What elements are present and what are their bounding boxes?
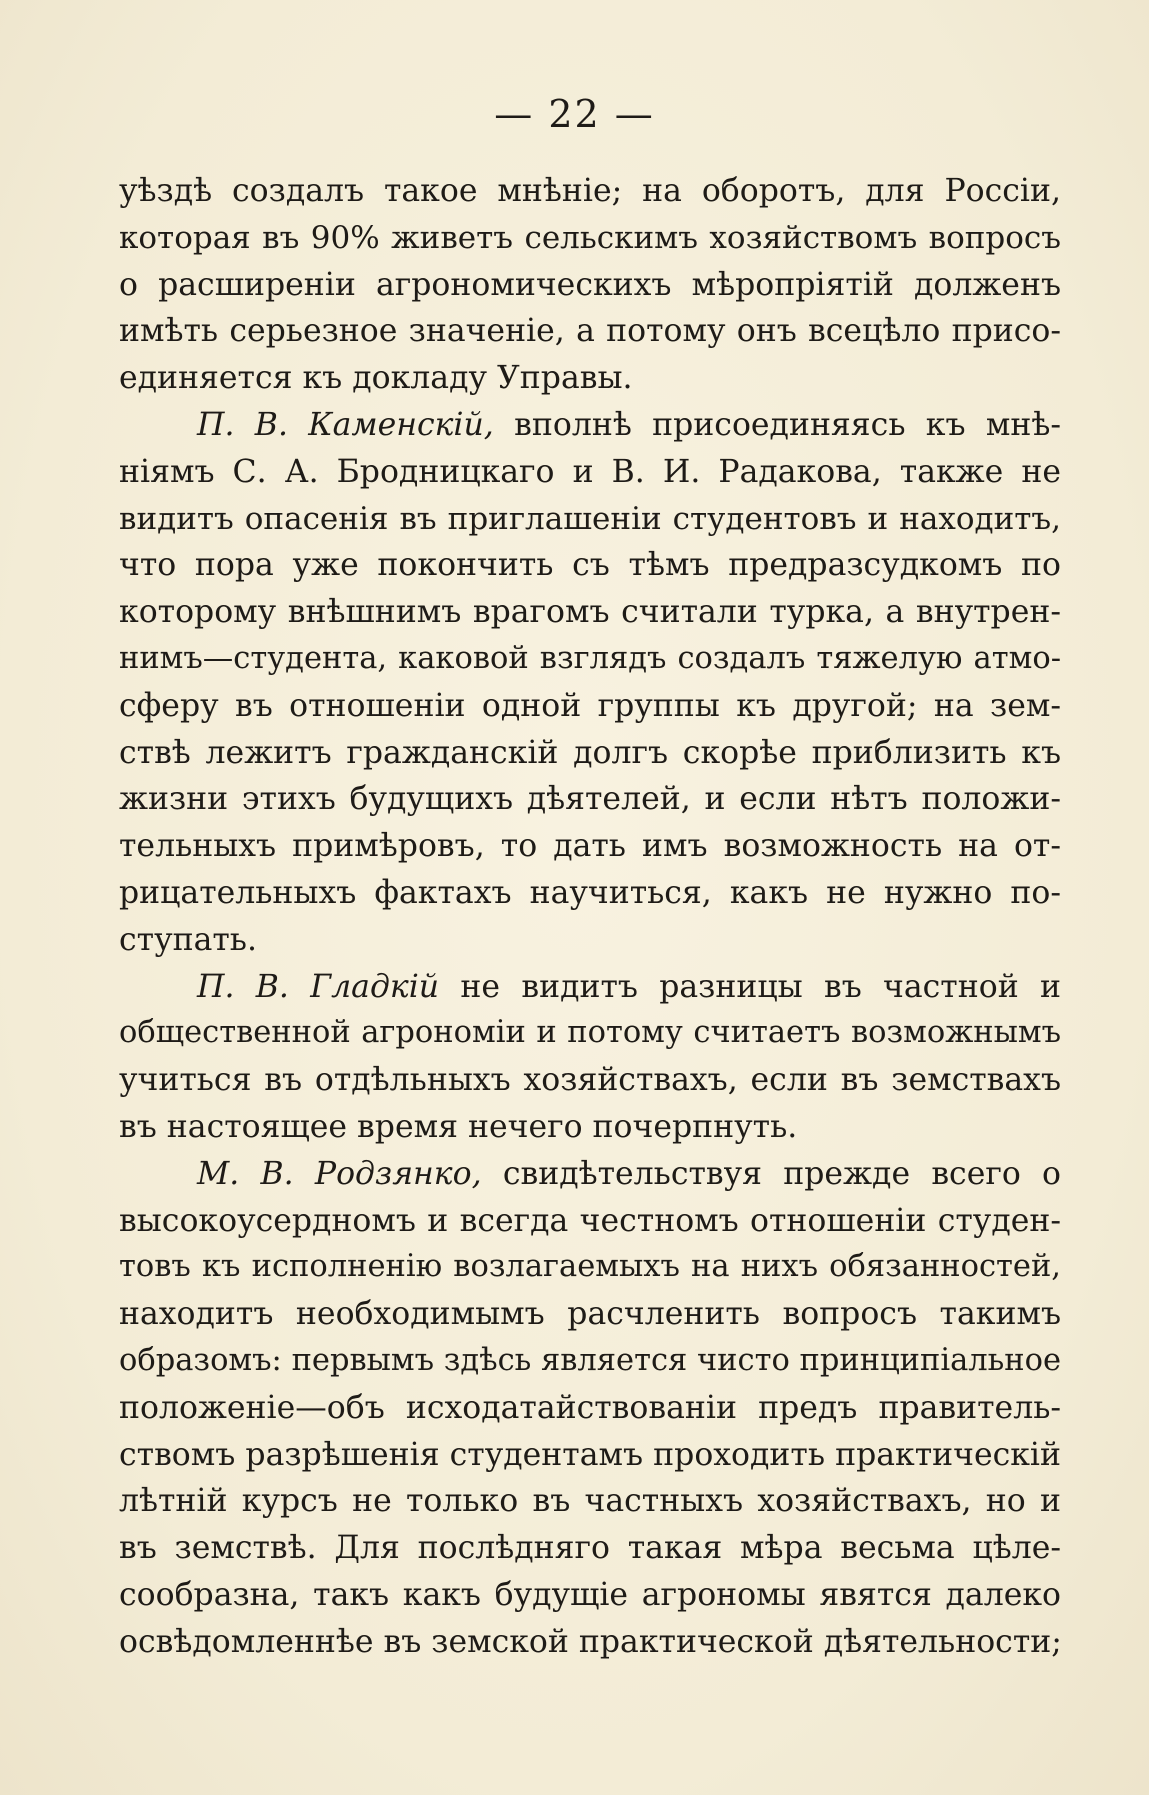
text-line: лѣтній курсъ не только въ частныхъ хозяйствахъ, но и [119,1483,1061,1520]
text-line: положеніе—объ исходатайствованіи предъ правитель- [119,1389,1061,1426]
text-line: тельныхъ примѣровъ, то дать имъ возможность на от- [119,828,1061,865]
text-line: о расширеніи агрономическихъ мѣропріятій долженъ [119,266,1061,303]
text-line: товъ къ исполненію возлагаемыхъ на нихъ обязанностей, [119,1249,1061,1285]
paragraph-3 [119,964,1061,1151]
paragraph-2 [119,402,1061,964]
speaker-name: М. В. Родзянко, [197,1155,482,1192]
text-line: освѣдомленнѣе въ земской практической дѣятельности; [119,1623,1062,1660]
text-line: ступать. [119,921,257,958]
text-line: въ настоящее время нечего почерпнуть. [119,1108,798,1145]
text-line: которому внѣшнимъ врагомъ считали турка, а внутрен- [119,594,1061,631]
text-line: сообразна, такъ какъ будущіе агрономы явятся далеко [119,1576,1061,1613]
text-line: что пора уже покончить съ тѣмъ предразсудкомъ по [119,547,1061,584]
text-line: учиться въ отдѣльныхъ хозяйствахъ, если въ земствахъ [119,1062,1061,1099]
text-line: имѣть серьезное значеніе, а потому онъ всецѣло присо- [119,313,1061,350]
text-line: общественной агрономіи и потому считаетъ возможнымъ [119,1015,1061,1051]
text-line: ніямъ С. А. Бродницкаго и В. И. Радакова, также не [119,453,1061,490]
text-line [119,964,1061,1011]
speaker-name: П. В. Гладкій [197,968,440,1005]
text-fragment: вполнѣ присоединяясь къ мнѣ- [493,406,1061,443]
text-line: уѣздѣ создалъ такое мнѣніе; на оборотъ, для Россіи, [119,173,1061,209]
text-fragment: свидѣтельствуя прежде всего о [481,1155,1062,1192]
body-text [119,168,1061,1666]
text-line: въ земствѣ. Для послѣдняго такая мѣра весьма цѣле- [119,1530,1061,1567]
text-line: образомъ: первымъ здѣсь является чисто принципіальное [119,1342,1061,1378]
text-line: нимъ—студента, каковой взглядъ создалъ тяжелую атмо- [119,640,1061,676]
text-line: сферу въ отношеніи одной группы къ другой; на зем- [119,687,1061,724]
text-line [119,1151,1061,1198]
paragraph-1 [119,168,1061,402]
text-line: которая въ 90% живетъ сельскимъ хозяйствомъ вопросъ [119,219,1061,256]
speaker-name: П. В. Каменскій, [197,406,494,443]
text-line: рицательныхъ фактахъ научиться, какъ не нужно по- [119,874,1061,911]
text-line: ствомъ разрѣшенія студентамъ проходить практическій [119,1436,1061,1473]
paragraph-4 [119,1151,1061,1666]
text-line [119,402,1061,449]
text-line: видитъ опасенія въ приглашеніи студентовъ и находитъ, [119,500,1061,537]
page-number: — 22 — [494,92,655,136]
text-line: единяется къ докладу Управы. [119,360,633,397]
text-line: находитъ необходимымъ расчленить вопросъ такимъ [119,1296,1061,1333]
text-line: жизни этихъ будущихъ дѣятелей, и если нѣтъ положи- [119,781,1061,818]
text-line: ствѣ лежитъ гражданскій долгъ скорѣе приблизить къ [119,734,1061,771]
text-fragment: не видитъ разницы въ частной и [439,968,1061,1005]
text-line: высокоусердномъ и всегда честномъ отношеніи студен- [119,1202,1061,1239]
